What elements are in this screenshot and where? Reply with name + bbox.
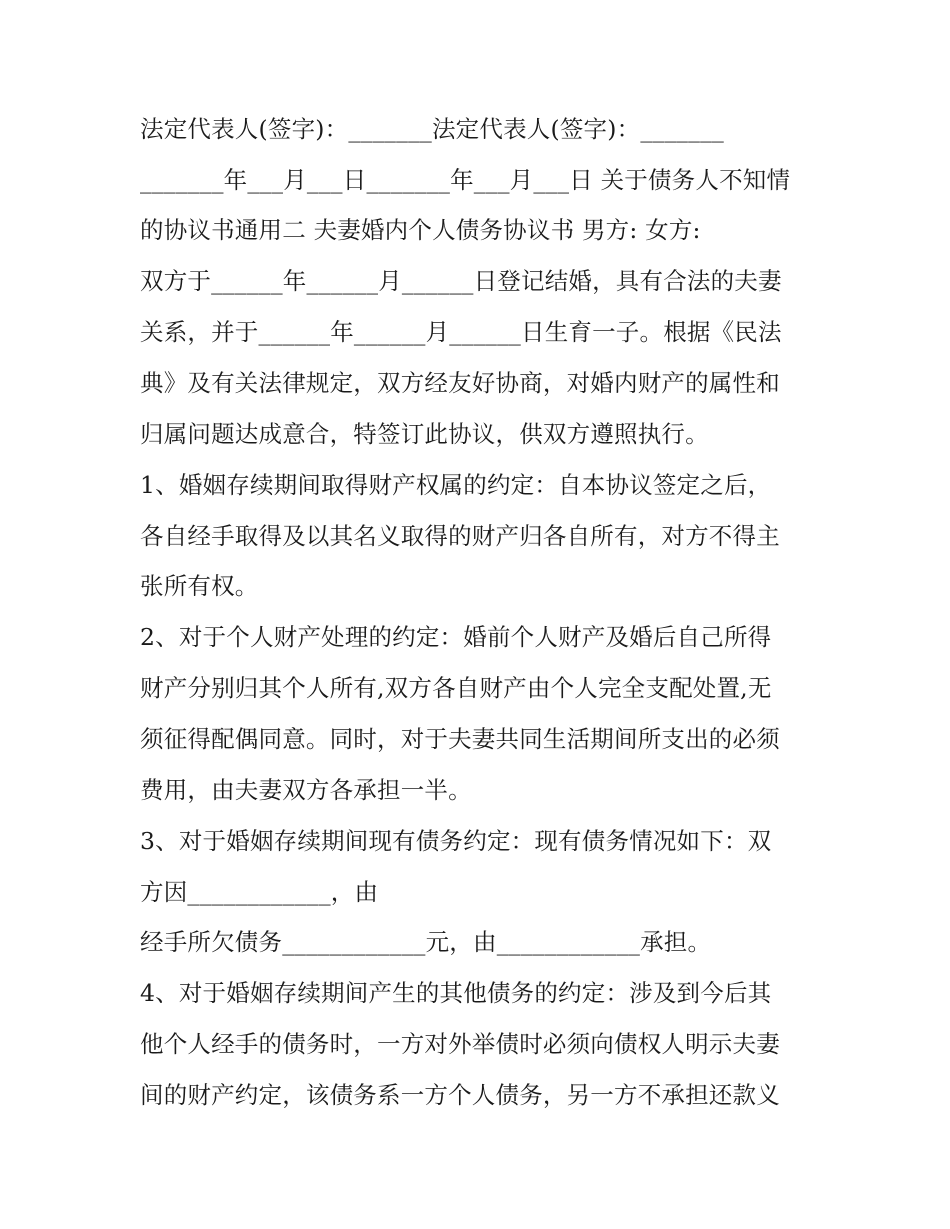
text-line: 3、对于婚姻存续期间现有债务约定：现有债务情况如下：双 <box>140 827 772 855</box>
text-line: _______年___月___日_______年___月___日 关于债务人不知情 <box>140 166 791 194</box>
text-line: 归属问题达成意合，特签订此协议，供双方遵照执行。 <box>140 420 709 448</box>
text-line: 方因____________，由 <box>140 878 379 906</box>
text-line: 法定代表人(签字)：_______法定代表人(签字)：_______ <box>140 115 724 143</box>
text-line: 须征得配偶同意。同时，对于夫妻共同生活期间所支出的必须 <box>140 725 780 753</box>
text-line: 各自经手取得及以其名义取得的财产归各自所有，对方不得主 <box>140 522 780 550</box>
text-line: 费用，由夫妻双方各承担一半。 <box>140 776 472 804</box>
text-line: 双方于______年______月______日登记结婚，具有合法的夫妻 <box>140 267 782 295</box>
text-line: 经手所欠债务____________元，由____________承担。 <box>140 928 712 956</box>
text-line: 的协议书通用二 夫妻婚内个人债务协议书 男方: 女方: <box>140 216 701 244</box>
text-line: 张所有权。 <box>140 572 259 600</box>
text-line: 关系，并于______年______月______日生育一子。根据《民法 <box>140 318 782 346</box>
text-line: 1、婚姻存续期间取得财产权属的约定：自本协议签定之后， <box>140 471 772 499</box>
text-line: 2、对于个人财产处理的约定：婚前个人财产及婚后自己所得 <box>140 623 772 651</box>
text-line: 间的财产约定，该债务系一方个人债务，另一方不承担还款义 <box>140 1081 780 1109</box>
text-line: 典》及有关法律规定，双方经友好协商，对婚内财产的属性和 <box>140 369 780 397</box>
text-line: 财产分别归其个人所有,双方各自财产由个人完全支配处置,无 <box>140 674 772 702</box>
text-line: 他个人经手的债务时，一方对外举债时必须向债权人明示夫妻 <box>140 1030 780 1058</box>
text-line: 4、对于婚姻存续期间产生的其他债务的约定：涉及到今后其 <box>140 979 772 1007</box>
